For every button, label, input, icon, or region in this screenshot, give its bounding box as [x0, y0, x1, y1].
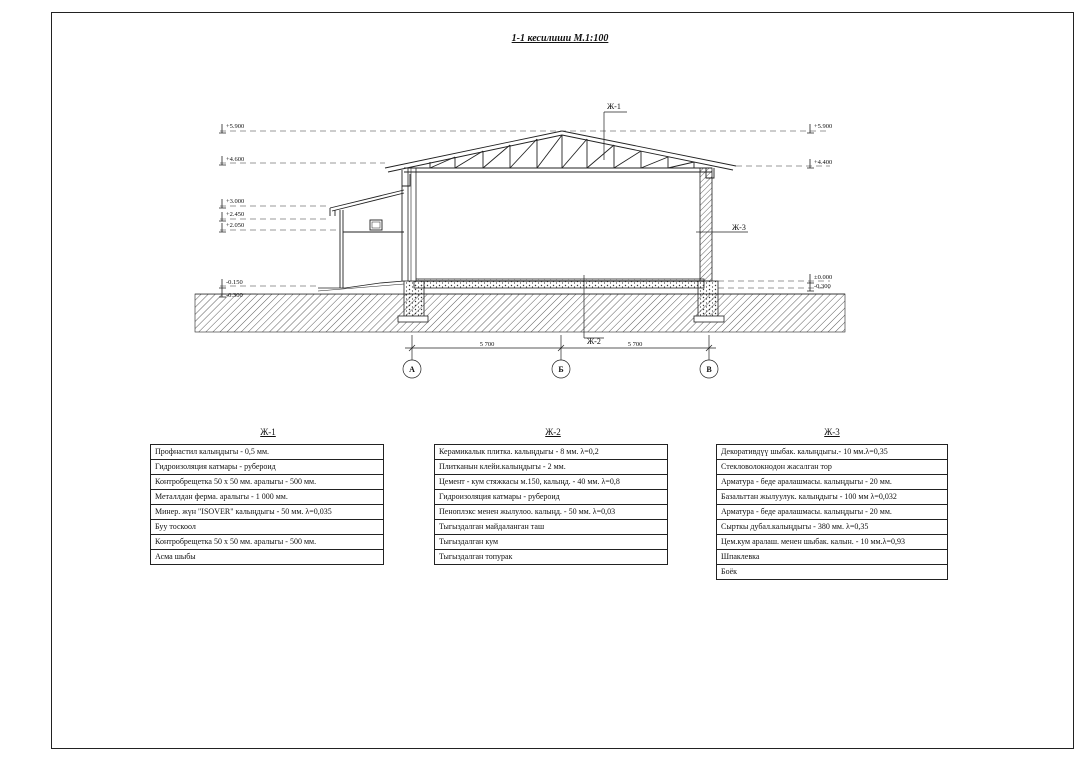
table-cell: Цемент - кум стяжкасы м.150, калыңд. - 40 мм. λ=0,8 — [435, 475, 668, 490]
table-cell: Базальттан жылуулук. калыңдыгы - 100 мм λ=0,032 — [717, 490, 948, 505]
span-1: 5 700 — [627, 341, 643, 348]
table-row — [435, 460, 668, 475]
table-row — [151, 460, 384, 475]
table-row — [435, 475, 668, 490]
table-row — [717, 520, 948, 535]
wall-right — [700, 168, 712, 281]
table-cell: Стекловолокнодон жасалган тор — [717, 460, 948, 475]
table-row — [435, 445, 668, 460]
table-row — [151, 475, 384, 490]
table-cell: Шпаклевка — [717, 550, 948, 565]
table-cell: Арматура - беде аралашмасы. калыңдыгы - 20 мм. — [717, 505, 948, 520]
canopy — [330, 186, 404, 288]
table-cell: Арматура - беде аралашмасы. калыңдыгы - 20 мм. — [717, 475, 948, 490]
table-cell: Тыгыздалган майдаланган таш — [435, 520, 668, 535]
level-left-4: +2.050 — [226, 222, 245, 229]
footing-left — [398, 316, 428, 322]
foundation-right — [698, 281, 718, 317]
table-row — [435, 550, 668, 565]
table-cell: Керамикалык плитка. калыңдыгы - 8 мм. λ=0,2 — [435, 445, 668, 460]
footing-right — [694, 316, 724, 322]
level-right-0: +5.900 — [814, 123, 833, 130]
level-left-2: +3.000 — [226, 198, 245, 205]
table-cell: Минер. жүн "ISOVER" калыңдыгы - 50 мм. λ=0,035 — [151, 505, 384, 520]
level-left-0: +5.900 — [226, 123, 245, 130]
table-cell: Гидроизоляция катмары - рубероид — [151, 460, 384, 475]
table-zh3-title: Ж-3 — [824, 427, 840, 437]
table-row — [435, 520, 668, 535]
level-lines — [220, 131, 833, 294]
table-cell: Сырткы дубал.калыңдыгы - 380 мм. λ=0,35 — [717, 520, 948, 535]
axis-b: Б — [558, 365, 564, 374]
callout-zh2: Ж-2 — [587, 337, 601, 346]
table-row — [151, 535, 384, 550]
wall-left — [408, 168, 416, 281]
level-left-3: +2.450 — [226, 211, 245, 218]
table-cell: Декоративдүү шыбак. калыңдыгы.- 10 мм.λ=0,35 — [717, 445, 948, 460]
table-row — [435, 490, 668, 505]
level-left-1: +4.600 — [226, 156, 245, 163]
level-left-6: -0.300 — [226, 292, 243, 299]
axis-v: В — [706, 365, 712, 374]
table-row — [717, 550, 948, 565]
level-right-1: +4.400 — [814, 159, 833, 166]
table-row — [151, 490, 384, 505]
table-cell: Тыгыздалган топурак — [435, 550, 668, 565]
table-row — [435, 505, 668, 520]
table-cell: Металлдан ферма. аралыгы - 1 000 мм. — [151, 490, 384, 505]
callout-zh1: Ж-1 — [607, 102, 621, 111]
level-right-2: ±0.000 — [814, 274, 833, 281]
table-row — [717, 490, 948, 505]
table-row — [151, 505, 384, 520]
table-cell: Плитканын клейи.калыңдыгы - 2 мм. — [435, 460, 668, 475]
table-cell: Профнастил калыңдыгы - 0,5 мм. — [151, 445, 384, 460]
drawing-title: 1-1 кесилиши М.1:100 — [511, 33, 609, 44]
table-zh2 — [434, 444, 668, 565]
table-zh3 — [716, 444, 948, 580]
table-cell: Тыгыздалган кум — [435, 535, 668, 550]
level-right-3: -0.300 — [814, 283, 831, 290]
table-cell: Пеноплэкс менен жылулоо. калыңд. - 50 мм. λ=0,03 — [435, 505, 668, 520]
entrance-steps — [318, 281, 404, 288]
table-row — [717, 565, 948, 580]
ground-hatch — [195, 294, 845, 332]
roof-truss — [385, 131, 736, 172]
table-cell: Буу тоскоол — [151, 520, 384, 535]
table-zh1 — [150, 444, 384, 565]
foundation-left — [404, 281, 424, 317]
table-row — [151, 445, 384, 460]
level-markers — [219, 124, 814, 297]
table-cell: Боёк — [717, 565, 948, 580]
table-zh2-title: Ж-2 — [545, 427, 561, 437]
table-cell: Контробрещетка 50 х 50 мм. аралыгы - 500 мм. — [151, 535, 384, 550]
table-cell: Гидроизоляция катмары - рубероид — [435, 490, 668, 505]
span-0: 5 700 — [479, 341, 495, 348]
table-row — [435, 535, 668, 550]
table-row — [151, 550, 384, 565]
floor-slab — [414, 279, 704, 288]
level-left-5: -0.150 — [226, 279, 243, 286]
table-row — [717, 460, 948, 475]
table-row — [717, 475, 948, 490]
table-cell: Контробрещетка 50 х 50 мм. аралыгы - 500 мм. — [151, 475, 384, 490]
callout-zh3: Ж-3 — [732, 223, 746, 232]
table-row — [717, 535, 948, 550]
table-row — [151, 520, 384, 535]
table-cell: Асма шыбы — [151, 550, 384, 565]
table-cell: Цем.кум аралаш. менен шыбак. калын. - 10 мм.λ=0,93 — [717, 535, 948, 550]
axis-a: А — [409, 365, 415, 374]
table-zh1-title: Ж-1 — [260, 427, 276, 437]
table-row — [717, 505, 948, 520]
table-row — [717, 445, 948, 460]
